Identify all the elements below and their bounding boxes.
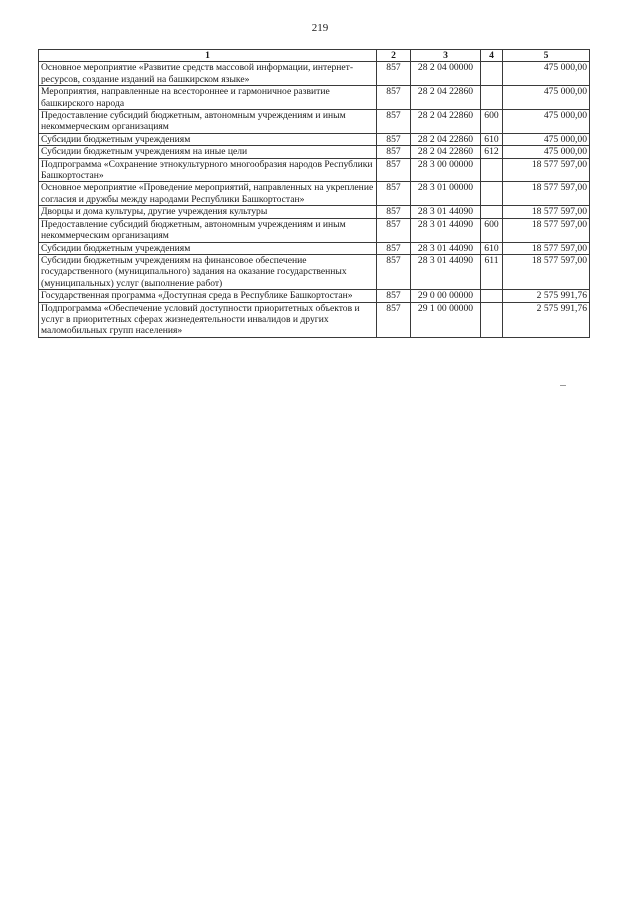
table-body bbox=[39, 62, 590, 337]
cell-vr bbox=[481, 206, 503, 218]
table-row bbox=[39, 206, 590, 218]
cell-csr: 28 3 01 44090 bbox=[411, 206, 481, 218]
cell-name: Субсидии бюджетным учреждениям на финансовое обеспечение государственного (муниципального) задания на оказание государственных (муниципальных) услуг (выполнение работ) bbox=[39, 254, 377, 289]
cell-amount: 2 575 991,76 bbox=[503, 290, 590, 302]
cell-code: 857 bbox=[377, 218, 411, 242]
cell-amount: 475 000,00 bbox=[503, 86, 590, 110]
cell-vr: 611 bbox=[481, 254, 503, 289]
table-row bbox=[39, 290, 590, 302]
cell-name: Основное мероприятие «Развитие средств массовой информации, интернет-ресурсов, создание изданий на башкирском языке» bbox=[39, 62, 377, 86]
table-row bbox=[39, 242, 590, 254]
cell-vr: 610 bbox=[481, 133, 503, 145]
cell-code: 857 bbox=[377, 146, 411, 158]
table-row bbox=[39, 133, 590, 145]
cell-code: 857 bbox=[377, 62, 411, 86]
cell-csr: 29 0 00 00000 bbox=[411, 290, 481, 302]
table-row bbox=[39, 86, 590, 110]
cell-amount: 18 577 597,00 bbox=[503, 242, 590, 254]
column-header-2: 2 bbox=[377, 50, 411, 62]
column-header-5: 5 bbox=[503, 50, 590, 62]
cell-code: 857 bbox=[377, 206, 411, 218]
cell-csr: 28 2 04 22860 bbox=[411, 133, 481, 145]
cell-code: 857 bbox=[377, 110, 411, 134]
table-row bbox=[39, 110, 590, 134]
cell-csr: 29 1 00 00000 bbox=[411, 302, 481, 337]
cell-name: Предоставление субсидий бюджетным, автономным учреждениям и иным некоммерческим организациям bbox=[39, 110, 377, 134]
cell-name: Подпрограмма «Сохранение этнокультурного многообразия народов Республики Башкортостан» bbox=[39, 158, 377, 182]
cell-amount: 18 577 597,00 bbox=[503, 158, 590, 182]
cell-csr: 28 3 01 44090 bbox=[411, 254, 481, 289]
cell-vr bbox=[481, 302, 503, 337]
cell-vr bbox=[481, 158, 503, 182]
cell-csr: 28 3 01 44090 bbox=[411, 218, 481, 242]
cell-vr bbox=[481, 62, 503, 86]
header-row bbox=[39, 50, 590, 62]
cell-name: Подпрограмма «Обеспечение условий доступности приоритетных объектов и услуг в приоритетных сферах жизнедеятельности инвалидов и других маломобильных групп населения» bbox=[39, 302, 377, 337]
cell-name: Субсидии бюджетным учреждениям на иные цели bbox=[39, 146, 377, 158]
column-header-4: 4 bbox=[481, 50, 503, 62]
budget-table bbox=[38, 49, 590, 338]
cell-amount: 475 000,00 bbox=[503, 146, 590, 158]
table-row bbox=[39, 158, 590, 182]
cell-vr: 600 bbox=[481, 218, 503, 242]
cell-name: Дворцы и дома культуры, другие учреждения культуры bbox=[39, 206, 377, 218]
column-header-1: 1 bbox=[39, 50, 377, 62]
cell-code: 857 bbox=[377, 242, 411, 254]
cell-vr: 612 bbox=[481, 146, 503, 158]
cell-csr: 28 2 04 00000 bbox=[411, 62, 481, 86]
cell-name: Предоставление субсидий бюджетным, автономным учреждениям и иным некоммерческим организациям bbox=[39, 218, 377, 242]
cell-code: 857 bbox=[377, 290, 411, 302]
cell-csr: 28 3 01 00000 bbox=[411, 182, 481, 206]
table-row bbox=[39, 302, 590, 337]
cell-csr: 28 2 04 22860 bbox=[411, 146, 481, 158]
cell-csr: 28 3 00 00000 bbox=[411, 158, 481, 182]
cell-code: 857 bbox=[377, 158, 411, 182]
cell-vr bbox=[481, 290, 503, 302]
cell-code: 857 bbox=[377, 302, 411, 337]
cell-vr bbox=[481, 86, 503, 110]
cell-name: Мероприятия, направленные на всестороннее и гармоничное развитие башкирского народа bbox=[39, 86, 377, 110]
cell-name: Государственная программа «Доступная среда в Республике Башкортостан» bbox=[39, 290, 377, 302]
table-row bbox=[39, 182, 590, 206]
cell-csr: 28 2 04 22860 bbox=[411, 110, 481, 134]
cell-vr: 600 bbox=[481, 110, 503, 134]
table-row bbox=[39, 146, 590, 158]
cell-vr bbox=[481, 182, 503, 206]
cell-code: 857 bbox=[377, 182, 411, 206]
cell-code: 857 bbox=[377, 254, 411, 289]
cell-amount: 475 000,00 bbox=[503, 62, 590, 86]
cell-csr: 28 3 01 44090 bbox=[411, 242, 481, 254]
cell-name: Основное мероприятие «Проведение мероприятий, направленных на укрепление согласия и дружбы между народами Республики Башкортостан» bbox=[39, 182, 377, 206]
cell-name: Субсидии бюджетным учреждениям bbox=[39, 133, 377, 145]
cell-amount: 18 577 597,00 bbox=[503, 182, 590, 206]
stray-mark bbox=[560, 385, 566, 386]
cell-name: Субсидии бюджетным учреждениям bbox=[39, 242, 377, 254]
cell-amount: 475 000,00 bbox=[503, 133, 590, 145]
cell-csr: 28 2 04 22860 bbox=[411, 86, 481, 110]
cell-amount: 18 577 597,00 bbox=[503, 218, 590, 242]
cell-amount: 2 575 991,76 bbox=[503, 302, 590, 337]
page-number: 219 bbox=[311, 22, 329, 34]
cell-amount: 18 577 597,00 bbox=[503, 254, 590, 289]
table-row bbox=[39, 254, 590, 289]
cell-vr: 610 bbox=[481, 242, 503, 254]
column-header-3: 3 bbox=[411, 50, 481, 62]
cell-code: 857 bbox=[377, 133, 411, 145]
cell-amount: 18 577 597,00 bbox=[503, 206, 590, 218]
cell-code: 857 bbox=[377, 86, 411, 110]
cell-amount: 475 000,00 bbox=[503, 110, 590, 134]
table-header bbox=[39, 50, 590, 62]
table-row bbox=[39, 218, 590, 242]
table-row bbox=[39, 62, 590, 86]
